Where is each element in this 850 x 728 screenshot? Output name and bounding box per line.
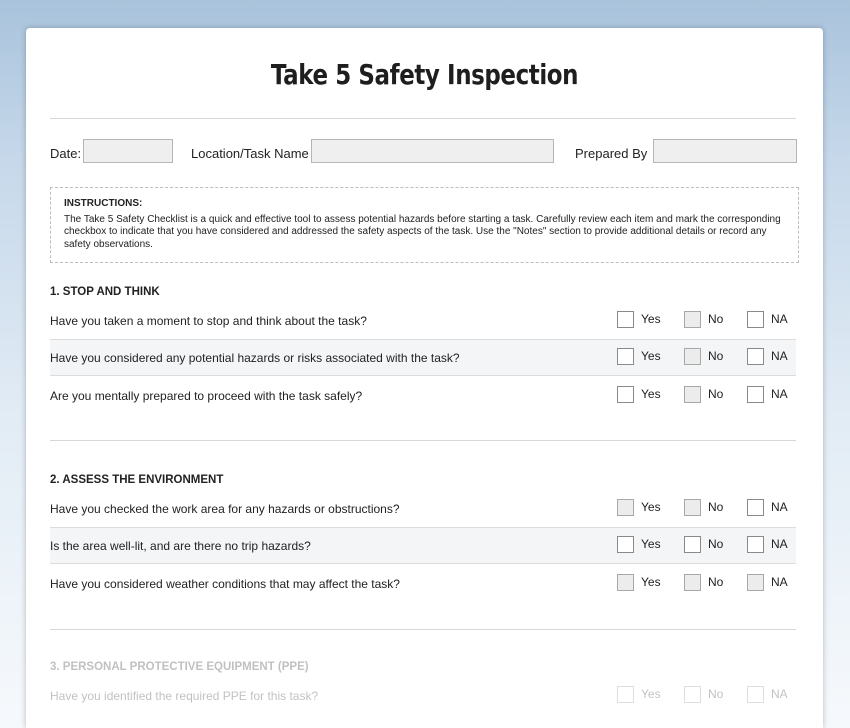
yes-checkbox[interactable] [617, 311, 634, 328]
yes-label: Yes [641, 387, 661, 401]
no-label: No [708, 537, 724, 551]
no-checkbox[interactable] [684, 574, 701, 591]
na-label: NA [771, 537, 788, 551]
na-checkbox[interactable] [747, 348, 764, 365]
na-label: NA [771, 687, 788, 701]
yes-label: Yes [641, 687, 661, 701]
yes-checkbox[interactable] [617, 536, 634, 553]
instructions-body: The Take 5 Safety Checklist is a quick and effective tool to assess potential hazards before starting a task. Carefully review each item and mark the corresponding checkbox to indicate that you have considered and addressed the safety aspects of the task. Use the "Notes" section to provide additional details or record any safety observations. [64, 213, 781, 250]
date-label: Date: [50, 146, 82, 161]
no-checkbox[interactable] [684, 311, 701, 328]
no-checkbox[interactable] [684, 536, 701, 553]
na-checkbox[interactable] [747, 574, 764, 591]
na-checkbox[interactable] [747, 311, 764, 328]
na-label: NA [771, 349, 788, 363]
yes-checkbox[interactable] [617, 574, 634, 591]
question-row [50, 378, 796, 415]
no-checkbox[interactable] [684, 499, 701, 516]
yes-label: Yes [641, 537, 661, 551]
question-row [50, 566, 796, 603]
na-label: NA [771, 312, 788, 326]
question-text: Is the area well-lit, and are there no trip hazards? [50, 539, 311, 553]
no-label: No [708, 687, 724, 701]
no-label: No [708, 312, 724, 326]
section-title: 2. ASSESS THE ENVIRONMENT [50, 474, 224, 486]
question-row [50, 527, 796, 564]
section-divider [50, 629, 796, 630]
na-label: NA [771, 500, 788, 514]
yes-checkbox[interactable] [617, 499, 634, 516]
question-row [50, 491, 796, 528]
prepared-by-label: Prepared By [575, 146, 648, 161]
date-field[interactable] [83, 139, 173, 163]
checklist-sheet [26, 28, 823, 728]
na-checkbox[interactable] [747, 686, 764, 703]
yes-checkbox[interactable] [617, 686, 634, 703]
location-label: Location/Task Name [191, 146, 309, 161]
yes-label: Yes [641, 575, 661, 589]
yes-checkbox[interactable] [617, 348, 634, 365]
question-text: Have you considered any potential hazards or risks associated with the task? [50, 351, 460, 365]
question-row [50, 678, 796, 715]
na-label: NA [771, 387, 788, 401]
yes-label: Yes [641, 500, 661, 514]
section-divider [50, 440, 796, 441]
question-text: Have you considered weather conditions that may affect the task? [50, 577, 400, 591]
no-checkbox[interactable] [684, 348, 701, 365]
location-field[interactable] [311, 139, 554, 163]
na-label: NA [771, 575, 788, 589]
yes-label: Yes [641, 349, 661, 363]
instructions-box [50, 187, 799, 263]
na-checkbox[interactable] [747, 386, 764, 403]
na-checkbox[interactable] [747, 536, 764, 553]
yes-label: Yes [641, 312, 661, 326]
no-label: No [708, 575, 724, 589]
question-text: Have you taken a moment to stop and think about the task? [50, 314, 367, 328]
prepared-by-field[interactable] [653, 139, 797, 163]
no-label: No [708, 349, 724, 363]
section-title: 3. PERSONAL PROTECTIVE EQUIPMENT (PPE) [50, 661, 309, 673]
title-divider [50, 118, 796, 119]
question-row [50, 303, 796, 340]
no-checkbox[interactable] [684, 386, 701, 403]
no-label: No [708, 387, 724, 401]
question-text: Are you mentally prepared to proceed with the task safely? [50, 389, 363, 403]
no-checkbox[interactable] [684, 686, 701, 703]
section-title: 1. STOP AND THINK [50, 286, 160, 298]
question-text: Have you identified the required PPE for this task? [50, 689, 319, 703]
na-checkbox[interactable] [747, 499, 764, 516]
yes-checkbox[interactable] [617, 386, 634, 403]
question-row [50, 339, 796, 376]
question-text: Have you checked the work area for any hazards or obstructions? [50, 502, 400, 516]
no-label: No [708, 500, 724, 514]
instructions-heading: INSTRUCTIONS: [64, 198, 143, 209]
page-title: Take 5 Safety Inspection [270, 58, 579, 91]
